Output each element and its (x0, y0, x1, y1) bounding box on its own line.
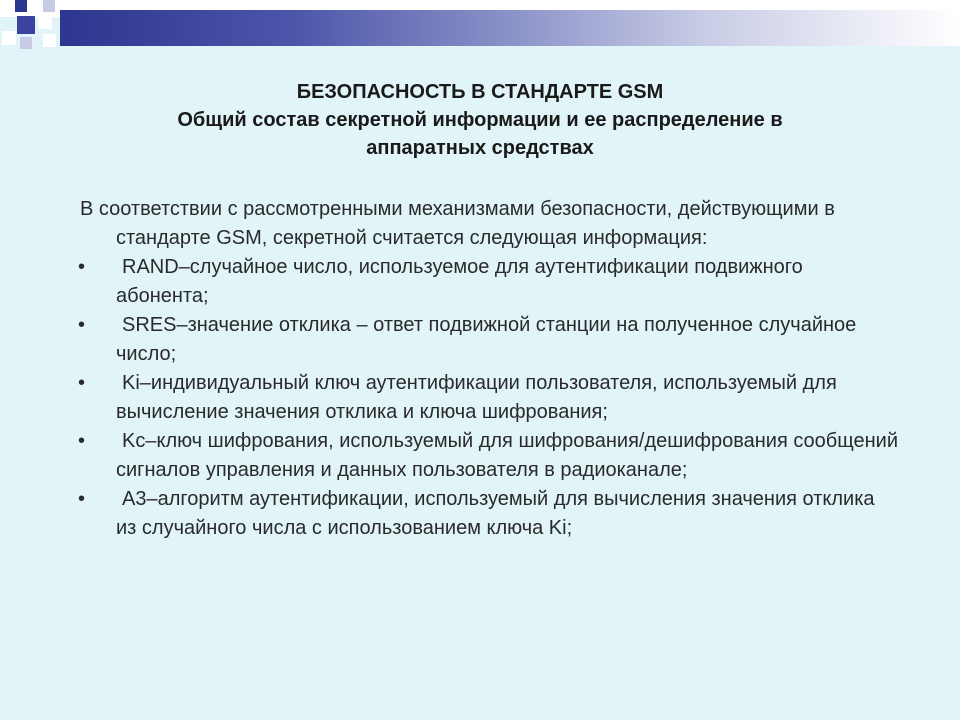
list-item (80, 485, 900, 543)
slide-body (80, 195, 900, 543)
list-item-text: RAND–случайное число, используемое для аутентификации подвижного абонента; (116, 256, 803, 307)
slide-title: БЕЗОПАСНОСТЬ В СТАНДАРТЕ GSM (296, 81, 664, 103)
bullet-icon: • (78, 488, 86, 510)
bullet-list (80, 253, 900, 543)
list-item (80, 311, 900, 369)
list-item-text: Kс–ключ шифрования, используемый для шифрования/дешифрования сообщений сигналов управления и данных пользователя в радиоканале; (116, 430, 898, 481)
list-item-text: Ki–индивидуальный ключ аутентификации пользователя, используемый для вычисление значения отклика и ключа шифрования; (116, 372, 837, 423)
bullet-icon: • (78, 372, 86, 394)
list-item-text: А3–алгоритм аутентификации, используемый для вычисления значения отклика из случайного числа с использованием ключа Ki; (116, 488, 875, 539)
decor-square (15, 0, 27, 12)
bullet-icon: • (78, 314, 86, 336)
decor-square (43, 34, 56, 47)
slide-subtitle-line-1: Общий состав секретной информации и ее распределение в (177, 109, 783, 131)
header-gradient-bar (60, 10, 960, 46)
list-item-text: SRES–значение отклика – ответ подвижной станции на полученное случайное число; (116, 314, 857, 365)
list-item (80, 369, 900, 427)
bullet-icon: • (78, 256, 86, 278)
decor-square (17, 16, 35, 34)
decor-square (2, 31, 16, 45)
slide-title-block (90, 78, 870, 162)
bullet-icon: • (78, 430, 86, 452)
decor-square (20, 37, 32, 49)
intro-paragraph: В соответствии с рассмотренными механизмами безопасности, действующими в стандарте GSM, секретной считается следующая информация: (80, 198, 835, 249)
decor-square (43, 0, 55, 12)
slide-subtitle-line-2: аппаратных средствах (366, 137, 594, 159)
decor-square (38, 15, 52, 29)
list-item (80, 427, 900, 485)
list-item (80, 253, 900, 311)
